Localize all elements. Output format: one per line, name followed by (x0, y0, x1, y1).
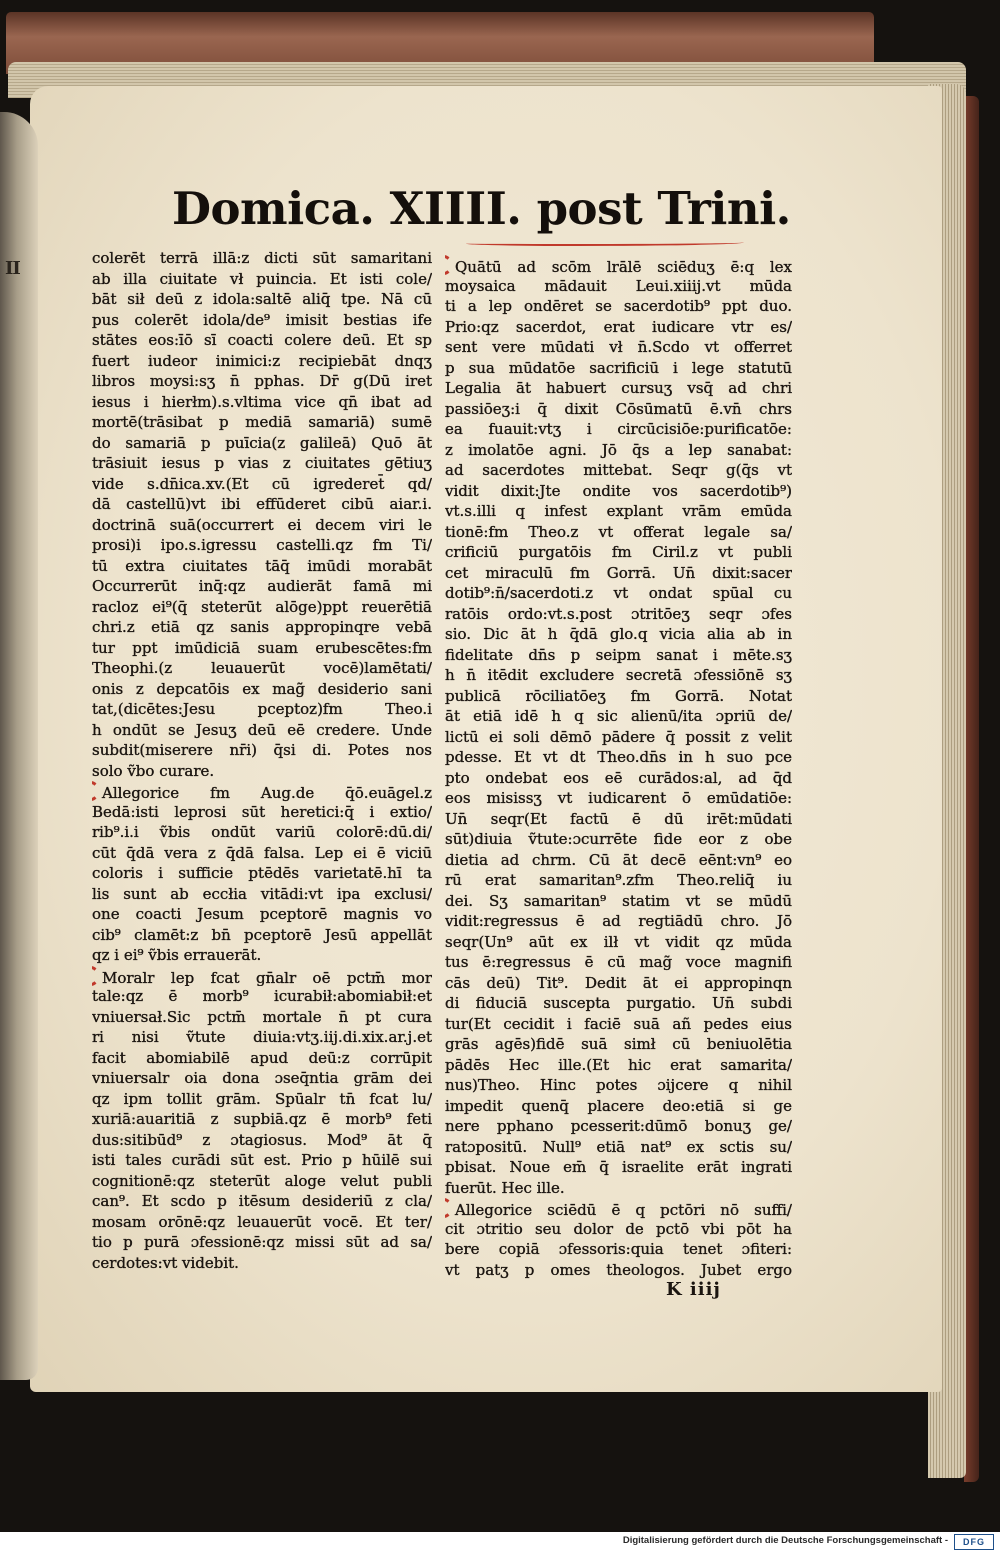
page-title: Domica. XIIII. post Trini. (172, 182, 791, 235)
line-text: sio. Dic āt h q̄dā glo.q vicia alia ab in (445, 625, 792, 643)
text-line (92, 843, 432, 864)
left-text-column (92, 248, 432, 1273)
text-line (92, 986, 432, 1007)
text-line (92, 535, 432, 556)
text-line (445, 665, 792, 686)
text-line (445, 891, 792, 912)
text-line (92, 1048, 432, 1069)
paragraph (92, 781, 432, 966)
line-text: do samariā p puīcia(z galileā) Quō āt (92, 433, 432, 452)
line-text: coloris i sufficie ptēdēs varietatē.hī ta (92, 864, 432, 882)
line-text: dietia ad chrm. Cū āt decē eēnt:vn⁹ eo (445, 850, 792, 869)
line-text: pto ondebat eos eē curādos:al, ad q̄d (445, 768, 792, 787)
text-line (92, 1027, 432, 1048)
text-line (92, 1007, 432, 1028)
line-text: ratōis ordo:vt.s.post ɔtritōeʒ seqr ɔfes (445, 604, 792, 623)
line-text: ti a lep ondēret se sacerdotib⁹ ppt duo. (445, 297, 792, 315)
line-text: vniuersał.Sic pctm̄ mortale n̄ pt cura (92, 1007, 432, 1026)
capitulum-icon (445, 1198, 452, 1218)
text-line (92, 412, 432, 433)
signature-mark: K iiij (666, 1279, 721, 1300)
line-text: mortē(trāsibat p mediā samariā) sumē (92, 413, 432, 431)
line-text: mosam orōnē:qz leuauerūt vocē. Et ter/ (92, 1212, 432, 1231)
text-line (445, 993, 792, 1014)
line-text: subdit(miserere nr̄i) q̄si di. Potes nos (92, 741, 432, 759)
text-line (445, 1157, 792, 1178)
line-text: Theophi.(z leuauerūt vocē)lamētati/ (92, 659, 432, 677)
line-text: vt.s.illi q infest explant vrām emūda (445, 502, 792, 520)
line-text: cūt q̄dā vera z q̄dā falsa. Lep ei ē viciū (92, 843, 432, 862)
text-line (445, 440, 792, 461)
line-text: tat,(dicētes:Jesu pceptoz)fm Theo.i (92, 700, 432, 718)
line-text: ea fuauit:vtʒ i circūcisiōe:purificatōe: (445, 420, 792, 438)
text-line (92, 1150, 432, 1171)
line-text: moysaica mādauit Leui.xiiij.vt mūda (445, 276, 792, 295)
text-line (445, 645, 792, 666)
line-text: sūt)diuia ṽtute:ɔcurrēte fide eor z obe (445, 830, 792, 848)
line-text: tio p purā ɔfessionē:qz missi sūt ad sa/ (92, 1233, 432, 1251)
line-text: z imolatōe agni. Jō q̄s a lep sanabat: (445, 440, 792, 459)
text-line (445, 1260, 792, 1281)
right-text-column (445, 255, 792, 1280)
line-text: h ondūt se Jesuʒ deū eē credere. Unde (92, 720, 432, 739)
text-line (92, 474, 432, 495)
capitulum-icon (92, 781, 99, 801)
text-line (92, 1232, 432, 1253)
line-text: Occurrerūt inq̄:qz audierāt famā mi (92, 577, 432, 595)
line-text: Bedā:isti leprosi sūt heretici:q̄ i extio/ (92, 802, 432, 821)
text-line (92, 1253, 432, 1274)
line-text: Allegorice fm Aug.de q̄ō.euāgel.z (102, 784, 432, 802)
dfg-logo[interactable]: DFG (954, 1534, 994, 1550)
text-line (92, 658, 432, 679)
line-text: ab illa ciuitate vł puincia. Et isti cole/ (92, 269, 432, 288)
text-line (445, 829, 792, 850)
text-line (445, 604, 792, 625)
facing-page-fragment: II (5, 258, 20, 279)
text-line (445, 706, 792, 727)
line-text: fuerūt. Hec ille. (445, 1178, 565, 1197)
text-line (445, 952, 792, 973)
text-line (445, 911, 792, 932)
text-line (92, 371, 432, 392)
line-text: qz i ei⁹ ṽbis errauerāt. (92, 946, 262, 964)
text-line (92, 597, 432, 618)
text-line (445, 809, 792, 830)
paragraph (445, 255, 792, 1198)
line-text: sent vere mūdati vł n̄.Scdo vt offerret (445, 338, 792, 356)
text-line (445, 1178, 792, 1199)
line-text: racloz ei⁹(q̄ steterūt alōge)ppt reuerētiā (92, 597, 432, 616)
text-line (445, 1034, 792, 1055)
line-text: bāt sił deū z idola:saltē aliq̄ tpe. Nā cū (92, 290, 432, 308)
text-line (445, 378, 792, 399)
capitulum-icon (92, 966, 99, 986)
text-line (445, 686, 792, 707)
line-text: cet miraculū fm Gorrā. Un̄ dixit:sacer (445, 563, 792, 582)
text-line (445, 727, 792, 748)
facing-page-curl (0, 112, 38, 1380)
text-line (92, 1191, 432, 1212)
line-text: nere pphano pcesserit:dūmō bonuʒ ge/ (445, 1117, 792, 1135)
line-text: pus colerēt idola/de⁹ imisit bestias ife (92, 310, 432, 329)
text-line (445, 296, 792, 317)
text-line (92, 310, 432, 331)
line-text: nus)Theo. Hinc potes ɔijcere q nihil (445, 1076, 792, 1094)
text-line (445, 583, 792, 604)
text-line (92, 802, 432, 823)
line-text: prosi)i ipo.s.igressu castelli.qz fm Ti/ (92, 536, 432, 554)
line-text: lictū ei soli dēmō pādere q̄ possit z velit (445, 727, 792, 746)
line-text: dei. Sʒ samaritan⁹ statim vt se mūdū (445, 891, 792, 910)
text-line (92, 515, 432, 536)
text-line (92, 1068, 432, 1089)
text-line (92, 740, 432, 761)
text-line (92, 761, 432, 782)
line-text: eos misissʒ vt iudicarent ō emūdatiōe: (445, 789, 792, 807)
text-line (445, 624, 792, 645)
line-text: cerdotes:vt videbit. (92, 1253, 239, 1272)
line-text: seqr(Un⁹ aūt ex ilł vt vidit qz mūda (445, 932, 792, 951)
text-line (92, 351, 432, 372)
line-text: one coacti Jesum pceptorē magnis vo (92, 905, 432, 923)
text-line (445, 1198, 792, 1219)
line-text: Quātū ad scōm lrālē sciēduʒ ē:q lex (455, 258, 792, 276)
line-text: cib⁹ clamēt:z bn̄ pceptorē Jesū appellāt (92, 925, 432, 944)
line-text: ad sacerdotes mittebat. Seqr g(q̄s vt (445, 461, 792, 479)
line-text: āt etiā idē h q sic alienū/ita ɔpriū de/ (445, 707, 792, 725)
line-text: tur ppt imūdiciā suam erubescētes:fm (92, 638, 432, 657)
text-line (92, 884, 432, 905)
text-line (445, 1075, 792, 1096)
text-line (445, 501, 792, 522)
line-text: cās deū) Tit⁹. Dedit āt ei appropinqn (445, 973, 792, 992)
line-text: pbisat. Noue em̄ q̄ israelite erāt ingrati (445, 1158, 792, 1176)
line-text: pādēs Hec ille.(Et hic erat samarita/ (445, 1055, 792, 1074)
line-text: impedit quenq̄ placere deo:etiā si ge (445, 1096, 792, 1115)
line-text: tale:qz ē morb⁹ icurabił:abomiabił:et (92, 987, 432, 1005)
text-line (445, 255, 792, 276)
line-text: colerēt terrā illā:z dicti sūt samaritani (92, 249, 432, 267)
line-text: bere copiā ɔfessoris:quia tenet ɔfiteri: (445, 1240, 792, 1258)
line-text: vide s.dn̄ica.xv.(Et cū igrederet̄ qd/ (92, 474, 432, 493)
line-text: iesus i hierłm).s.vltima vice qn̄ ibat ad (92, 392, 432, 411)
text-line (445, 932, 792, 953)
text-line (445, 460, 792, 481)
line-text: Un̄ seqr(Et factū ē dū irēt:mūdati (445, 809, 792, 828)
line-text: dotib⁹:n̄/sacerdoti.z vt ondat spūal cu (445, 584, 792, 602)
paragraph (92, 966, 432, 1274)
line-text: libros moysi:sʒ n̄ pphas. Dr̄ g(Dū iret (92, 372, 432, 390)
text-line (92, 556, 432, 577)
line-text: doctrinā suā(occurrert ei decem viri le (92, 515, 432, 534)
text-line (445, 317, 792, 338)
line-text: tur(Et cecidit i faciē suā añ pedes eius (445, 1014, 792, 1033)
line-text: vniuersalr oia dona ɔseq̄ntia grām dei (92, 1069, 432, 1087)
line-text: publicā rōciliatōeʒ fm Gorrā. Notat (445, 686, 792, 705)
line-text: di fiduciā suscepta purgatio. Un̄ subdi (445, 994, 792, 1012)
line-text: crificiū purgatōis fm Ciril.z vt publi (445, 543, 792, 561)
paragraph (445, 1198, 792, 1280)
text-line (445, 973, 792, 994)
text-line (92, 494, 432, 515)
text-line (445, 1014, 792, 1035)
line-text: Legalia āt habuert cursuʒ vsq̄ ad chri (445, 379, 792, 397)
text-line (445, 1137, 792, 1158)
text-line (92, 330, 432, 351)
text-line (92, 945, 432, 966)
line-text: chri.z etiā qz sanis appropinqre vebā (92, 618, 432, 636)
line-text: trāsiuit iesus p vias z ciuitates gētiuʒ (92, 454, 432, 472)
text-line (92, 453, 432, 474)
line-text: dā castellū)vt ibi effūderet cibū aiar.i. (92, 495, 432, 513)
line-text: onis z depcatōis ex mag̃ desiderio sani (92, 679, 432, 698)
line-text: qz ipm tollit grām. Spūalr tn̄ fcat lu/ (92, 1089, 432, 1108)
text-line (92, 289, 432, 310)
line-text: fidelitate dn̄s p seipm sanat i mēte.sʒ (445, 645, 792, 664)
line-text: ratɔpositū. Null⁹ etiā nat⁹ ex sctis su/ (445, 1137, 792, 1156)
digitization-footer (0, 1532, 1000, 1551)
line-text: rib⁹.i.i ṽbis ondūt variū colorē:dū.di/ (92, 823, 432, 841)
line-text: stātes eos:īō sī coacti colere deū. Et sp (92, 331, 432, 349)
text-line (445, 358, 792, 379)
text-line (92, 966, 432, 987)
text-line (92, 1212, 432, 1233)
text-line (445, 399, 792, 420)
line-text: xuriā:auaritiā z supbiā.qz ē morb⁹ feti (92, 1110, 432, 1128)
text-line (445, 1219, 792, 1240)
text-line (445, 1239, 792, 1260)
text-line (445, 1055, 792, 1076)
line-text: cognitionē:qz steterūt aloge velut publi (92, 1171, 432, 1190)
text-line (92, 720, 432, 741)
line-text: passiōeʒ:i q̄ dixit Cōsūmatū ē.vn̄ chrs (445, 399, 792, 418)
text-line (92, 699, 432, 720)
line-text: tionē:fm Theo.z vt offerat legale sa/ (445, 522, 792, 541)
text-line (445, 276, 792, 297)
text-line (445, 1116, 792, 1137)
line-text: pdesse. Et vt dt Theo.dn̄s in h suo pce (445, 748, 792, 766)
text-line (445, 870, 792, 891)
text-line (445, 419, 792, 440)
line-text: fuert iudeor inimici:z recipiebāt dnqʒ (92, 351, 432, 370)
text-line (92, 269, 432, 290)
line-text: h n̄ itēdit excludere secretā ɔfessiōnē sʒ (445, 666, 792, 684)
line-text: rū erat samaritan⁹.zfm Theo.reliq̄ iu (445, 871, 792, 889)
text-line (92, 638, 432, 659)
text-line (92, 925, 432, 946)
text-line (445, 788, 792, 809)
text-line (92, 576, 432, 597)
line-text: Prio:qz sacerdot, erat iudicare vtr es/ (445, 317, 792, 336)
text-line (445, 768, 792, 789)
text-line (92, 617, 432, 638)
line-text: ri nisi ṽtute diuia:vtʒ.iij.di.xix.ar.j.et (92, 1028, 432, 1046)
line-text: solo ṽbo curare. (92, 761, 215, 780)
line-text: isti tales curādi sūt est. Prio p hūilē sui (92, 1151, 432, 1169)
text-line (445, 747, 792, 768)
capitulum-icon (445, 255, 452, 275)
line-text: vidit dixit:Jte ondite vos sacerdotib⁹) (445, 481, 792, 500)
text-line (92, 904, 432, 925)
line-text: p sua mūdatōe sacrificiū i lege statutū (445, 358, 792, 377)
text-line (92, 863, 432, 884)
text-line (445, 1096, 792, 1117)
text-line (92, 1171, 432, 1192)
text-line (92, 679, 432, 700)
paragraph (92, 248, 432, 781)
line-text: dus:sitibūd⁹ z ɔtagiosus. Mod⁹ āt q̄ (92, 1130, 432, 1149)
text-line (92, 1130, 432, 1151)
footer-credit: Digitalisierung gefördert durch die Deutsche Forschungsgemeinschaft - (622, 1535, 948, 1546)
line-text: vt patʒ p omes theologos. Jubet ergo (445, 1260, 792, 1279)
line-text: facit abomiabilē apud deū:z corrūpit (92, 1048, 432, 1067)
text-line (92, 1089, 432, 1110)
line-text: tū extra ciuitates tāq̄ imūdi morabāt (92, 556, 432, 575)
book-cover-right (964, 96, 979, 1482)
text-line (92, 433, 432, 454)
text-line (445, 337, 792, 358)
text-line (92, 1109, 432, 1130)
text-line (445, 481, 792, 502)
text-line (92, 248, 432, 269)
line-text: vidit:regressus ē ad regtiādū chro. Jō (445, 912, 792, 930)
text-line (445, 850, 792, 871)
text-line (445, 522, 792, 543)
text-line (92, 822, 432, 843)
line-text: Allegorice sciēdū ē q pctōri nō suffi/ (455, 1201, 792, 1219)
line-text: lis sunt ab eccłia vitādi:vt ipa exclusi/ (92, 884, 432, 903)
line-text: Moralr lep fcat gn̄alr oē pctm̄ mor (102, 968, 432, 986)
line-text: can⁹. Et scdo p itēsum desideriū z cla/ (92, 1192, 432, 1210)
text-line (92, 392, 432, 413)
text-line (445, 563, 792, 584)
line-text: cit ɔtritio seu dolor de pctō vbi pōt ha (445, 1219, 792, 1238)
line-text: grās agēs)fidē suā simł cū beniuolētia (445, 1035, 792, 1053)
text-line (92, 781, 432, 802)
text-line (445, 542, 792, 563)
line-text: tus ē:regressus ē cū mag̃ voce magnifi (445, 953, 792, 971)
